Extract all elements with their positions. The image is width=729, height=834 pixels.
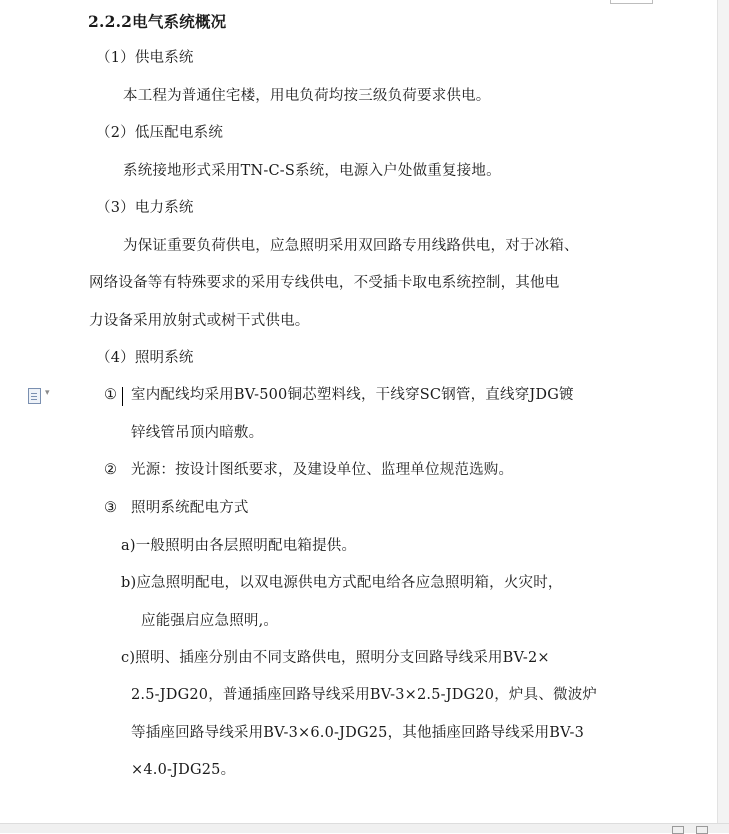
subitem-line[interactable]: c)照明、插座分别由不同支路供电，照明分支回路导线采用BV-2×	[121, 650, 550, 666]
list-marker: ②	[104, 462, 118, 478]
paragraph-line[interactable]: 为保证重要负荷供电，应急照明采用双回路专用线路供电，对于冰箱、	[123, 238, 579, 254]
page-corner-mark	[610, 0, 633, 4]
paragraph[interactable]: 本工程为普通住宅楼，用电负荷均按三级负荷要求供电。	[123, 88, 491, 104]
paragraph-line[interactable]: 网络设备等有特殊要求的采用专线供电，不受插卡取电系统控制，其他电	[89, 275, 560, 291]
paragraph-line[interactable]: 力设备采用放射式或树干式供电。	[89, 313, 310, 329]
subsection-title-power-supply[interactable]: （1）供电系统	[96, 50, 194, 66]
list-marker: ③	[104, 500, 118, 516]
section-heading[interactable]: 2.2.2电气系统概况	[88, 12, 227, 31]
chevron-down-icon[interactable]: ▾	[45, 388, 50, 398]
paragraph[interactable]: 系统接地形式采用TN-C-S系统，电源入户处做重复接地。	[123, 163, 501, 179]
list-item-line[interactable]: 锌线管吊顶内暗敷。	[131, 425, 264, 441]
subitem-line[interactable]: 等插座回路导线采用BV-3×6.0-JDG25，其他插座回路导线采用BV-3	[131, 725, 585, 741]
page-corner-mark	[632, 0, 653, 4]
list-item-line[interactable]: 照明系统配电方式	[131, 500, 249, 516]
vertical-scrollbar[interactable]	[717, 0, 729, 832]
list-item-line[interactable]: 室内配线均采用BV-500铜芯塑料线，干线穿SC钢管，直线穿JDG镀	[131, 387, 574, 403]
subsection-title-low-voltage[interactable]: （2）低压配电系统	[96, 125, 224, 141]
subitem-line[interactable]: 应能强启应急照明,。	[141, 613, 279, 629]
subitem-line[interactable]: b)应急照明配电，以双电源供电方式配电给各应急照明箱，火灾时，	[121, 575, 563, 591]
document-paragraph-icon[interactable]	[28, 388, 41, 404]
view-mode-icon[interactable]	[672, 826, 684, 834]
list-item-line[interactable]: 光源：按设计图纸要求，及建设单位、监理单位规范选购。	[131, 462, 514, 478]
subsection-title-power-system[interactable]: （3）电力系统	[96, 200, 194, 216]
subitem-line[interactable]: a)一般照明由各层照明配电箱提供。	[121, 538, 357, 554]
subsection-title-lighting[interactable]: （4）照明系统	[96, 350, 194, 366]
text-cursor	[122, 387, 123, 406]
subitem-line[interactable]: ×4.0-JDG25。	[131, 762, 236, 778]
subitem-line[interactable]: 2.5-JDG20，普通插座回路导线采用BV-3×2.5-JDG20，炉具、微波炉	[131, 687, 598, 703]
list-marker: ①	[104, 387, 118, 403]
view-mode-icon[interactable]	[696, 826, 708, 834]
